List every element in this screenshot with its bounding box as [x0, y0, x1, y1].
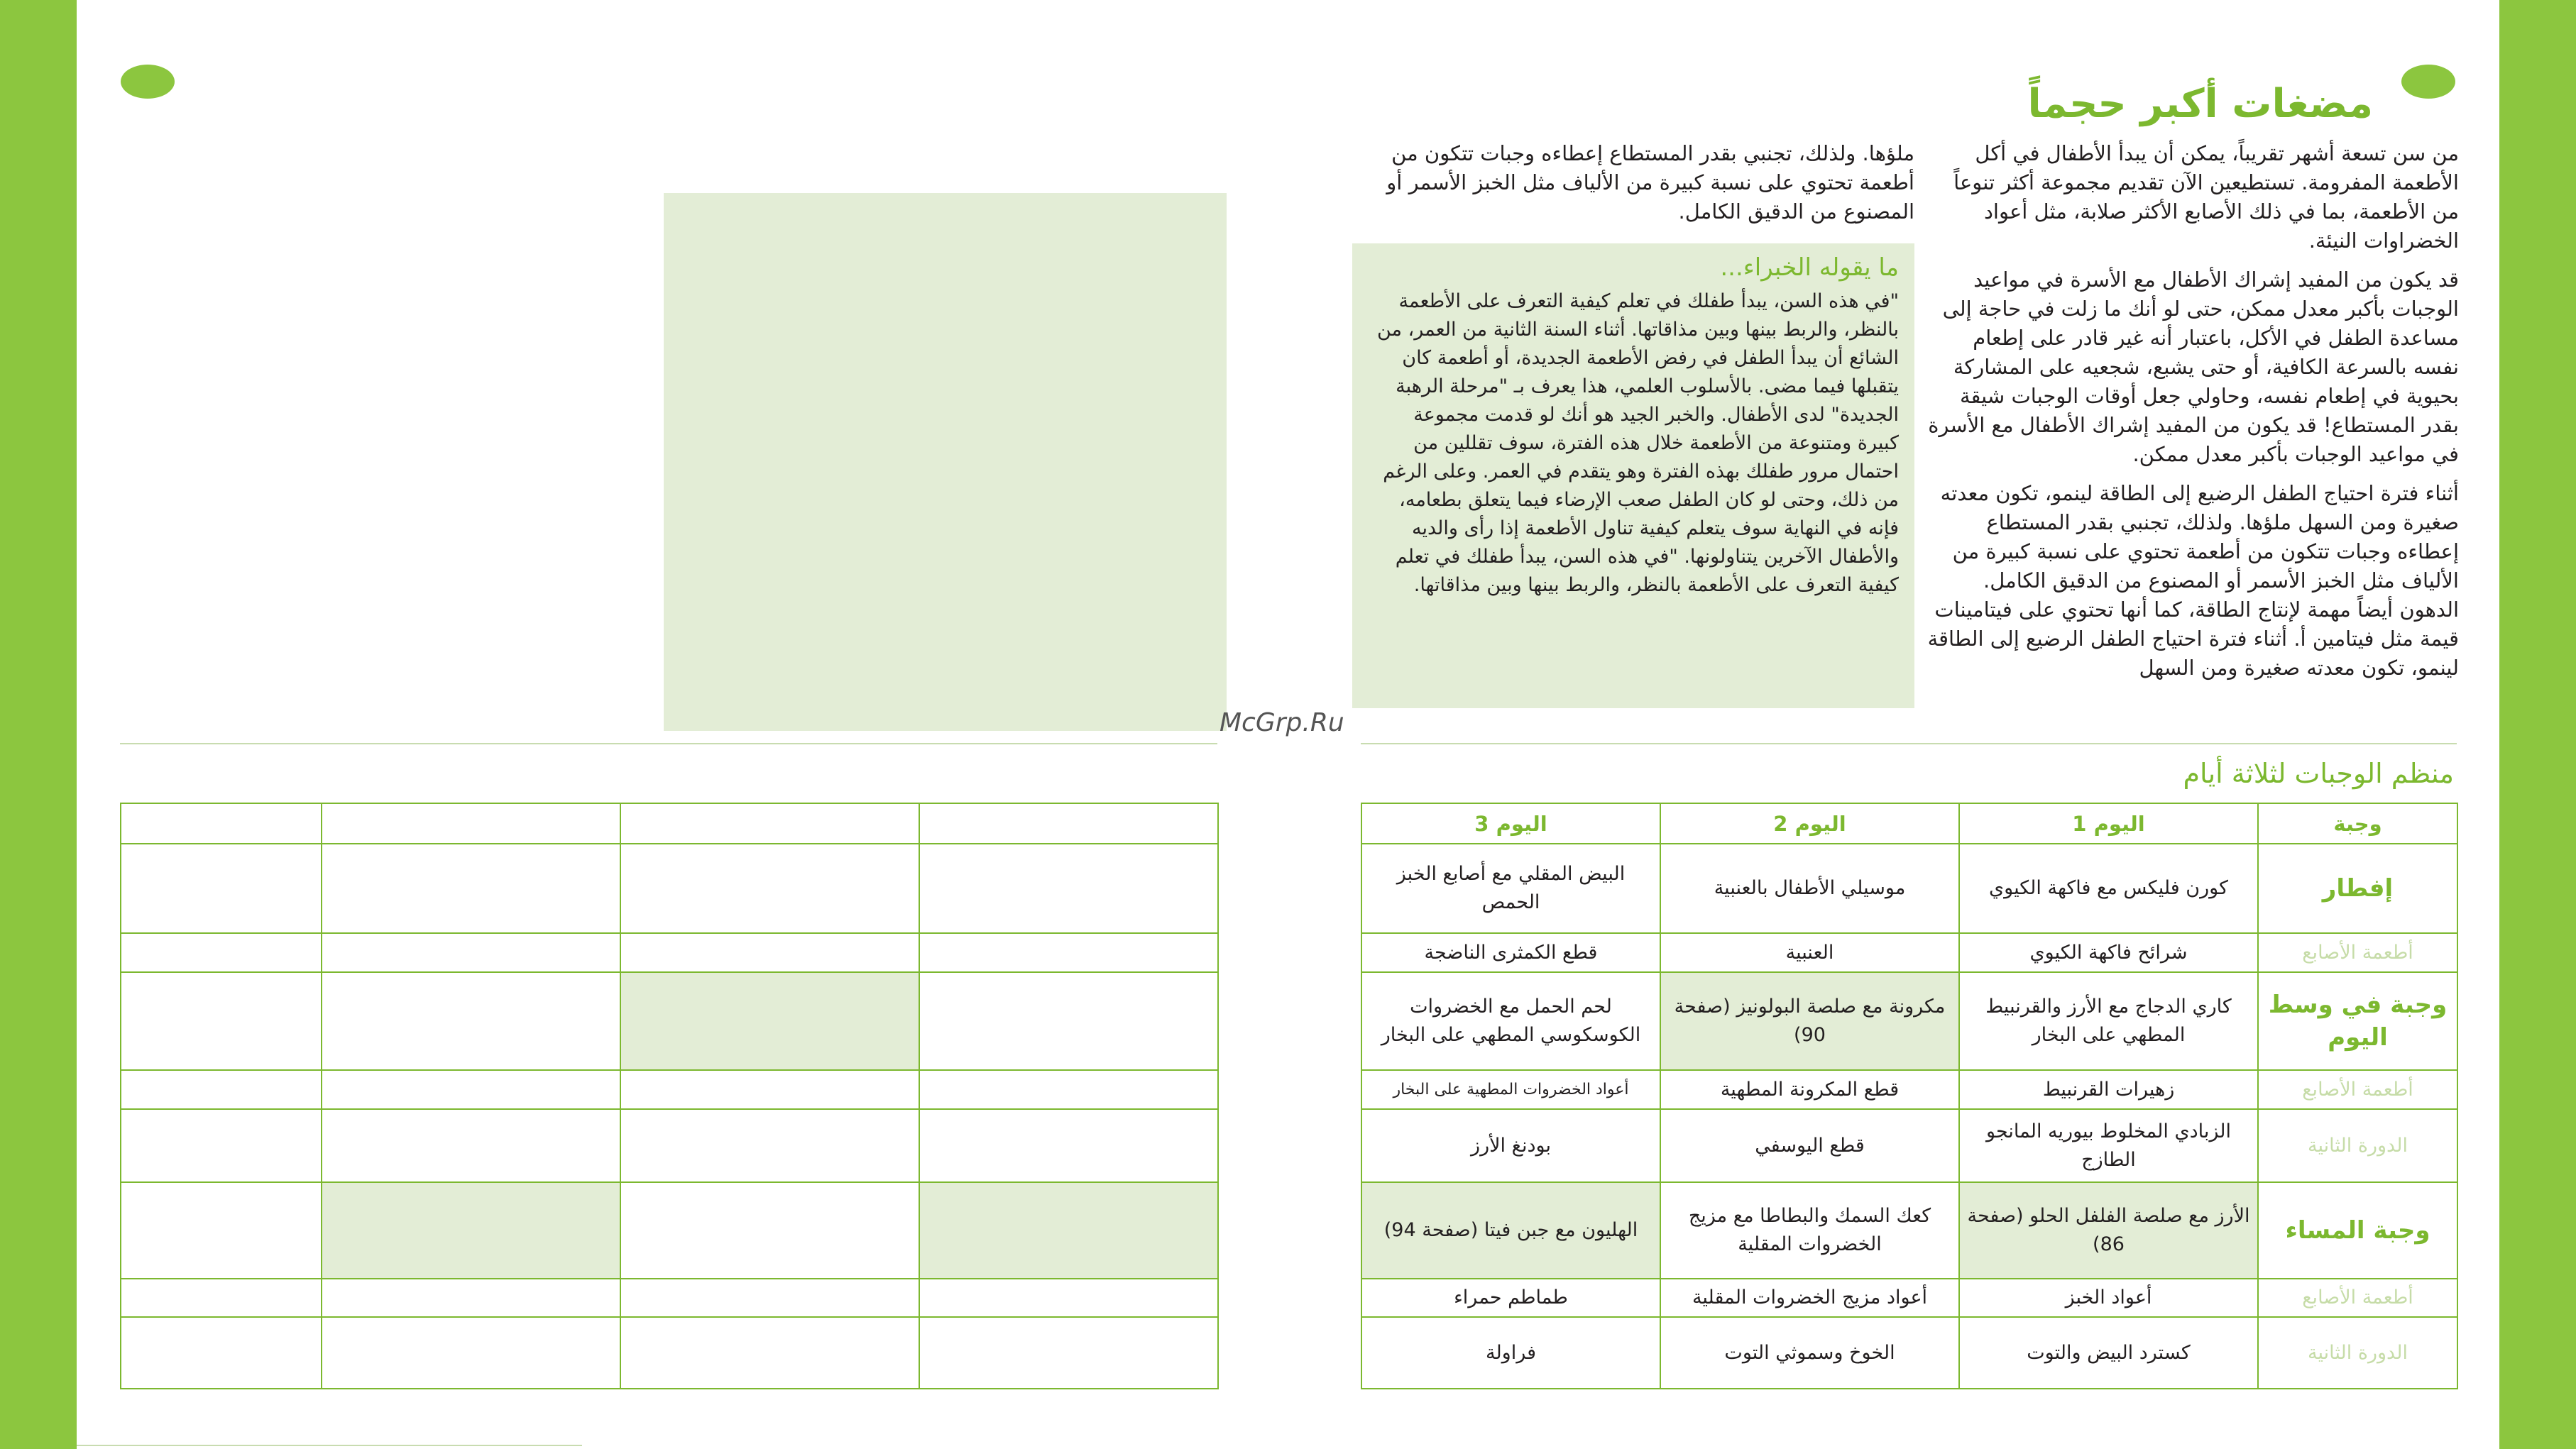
right-accent-bar — [2499, 0, 2576, 1449]
table-cell: قطع اليوسفي — [1660, 1109, 1959, 1182]
article-column-1 — [1921, 139, 2459, 693]
row-label: أطعمة الأصابع — [2258, 1070, 2457, 1109]
row-label: أطعمة الأصابع — [2258, 933, 2457, 972]
table-row — [1361, 844, 2457, 933]
empty-table-row — [121, 1279, 1218, 1317]
article-paragraph-1: من سن تسعة أشهر تقريباً، يمكن أن يبدأ الأطفال في أكل الأطعمة المفرومة. تستطيعين الآن تقديم مجموعة أكثر تنوعاً من الأطعمة، بما في ذلك الأصابع الأكثر صلابة، مثل أعواد الخضراوات النيئة. — [1953, 141, 2459, 253]
expert-text: "في هذه السن، يبدأ طفلك في تعلم كيفية التعرف على الأطعمة بالنظر، والربط بينها وبين مذاقاتها. أثناء السنة الثانية من العمر، من الشائع أن يبدأ الطفل في رفض الأطعمة الجديدة، أو أطعمة كان يتقبلها فيما مضى. بالأسلوب العلمي، هذا يعرف بـ "مرحلة الرهبة الجديدة" لدى الأطفال. والخبر الجيد هو أنك لو قدمت مجموعة كبيرة ومتنوعة من الأطعمة خلال هذه الفترة، سوف تقللين من احتمال مرور طفلك بهذه الفترة وهو يتقدم في العمر. وعلى الرغم من ذلك، وحتى لو كان الطفل صعب الإرضاء فيما يتعلق بطعامه، فإنه في النهاية سوف يتعلم كيفية تناول الأطعمة إذا رأى والديه والأطفال الآخرين يتناولونها. "في هذه السن، يبدأ طفلك في تعلم كيفية التعرف على الأطعمة بالنظر، والربط بينها وبين مذاقاتها. — [1376, 290, 1899, 596]
left-page-dot — [121, 65, 175, 99]
row-label: الدورة الثانية — [2258, 1317, 2457, 1389]
row-label: وجبة في وسط اليوم — [2258, 972, 2457, 1070]
empty-table-row — [121, 1317, 1218, 1389]
table-cell: البيض المقلي مع أصابع الخبز الحمص — [1361, 844, 1660, 933]
right-page-dot — [2401, 65, 2455, 99]
table-cell: موسيلي الأطفال بالعنبية — [1660, 844, 1959, 933]
table-cell: فراولة — [1361, 1317, 1660, 1389]
table-cell: قطع المكرونة المطهية — [1660, 1070, 1959, 1109]
empty-table-row — [121, 1109, 1218, 1182]
empty-table-row — [121, 972, 1218, 1070]
image-placeholder — [664, 193, 1227, 731]
left-accent-bar — [0, 0, 77, 1449]
empty-table-row — [121, 844, 1218, 933]
table-cell: قطع الكمثرى الناضجة — [1361, 933, 1660, 972]
divider-right — [1361, 743, 2457, 744]
table-cell: الهليون مع جبن فيتا (صفحة 94) — [1361, 1182, 1660, 1279]
article-paragraph-continued: ملؤها. ولذلك، تجنبي بقدر المستطاع إعطاءه وجبات تتكون من أطعمة تحتوي على نسبة كبيرة من الألياف مثل الخبز الأسمر أو المصنوع من الدقيق الكامل. — [1386, 141, 1914, 224]
table-cell: الخوخ وسموثي التوت — [1660, 1317, 1959, 1389]
table-cell: لحم الحمل مع الخضروات الكوسكوسي المطهي على البخار — [1361, 972, 1660, 1070]
table-row — [1361, 1279, 2457, 1317]
table-cell: أعواد الخبز — [1959, 1279, 2258, 1317]
row-label: أطعمة الأصابع — [2258, 1279, 2457, 1317]
table-cell: كاري الدجاج مع الأرز والقرنبيط المطهي على البخار — [1959, 972, 2258, 1070]
table-cell: أعواد مزيج الخضروات المقلية — [1660, 1279, 1959, 1317]
article-column-2 — [1381, 139, 1914, 236]
article-paragraph-3: أثناء فترة احتياج الطفل الرضيع إلى الطاقة لينمو، تكون معدته صغيرة ومن السهل ملؤها. ولذلك، تجنبي بقدر المستطاع إعطاءه وجبات تتكون من أطعمة تحتوي على نسبة كبيرة من الألياف مثل الخبز الأسمر أو المصنوع من الدقيق الكامل. الدهون أيضاً مهمة لإنتاج الطاقة، كما أنها تحتوي على فيتامينات قيمة مثل فيتامين أ. أثناء فترة احتياج الطفل الرضيع إلى الطاقة لينمو، تكون معدته صغيرة ومن السهل — [1927, 481, 2459, 680]
table-cell: كعك السمك والبطاطا مع مزيج الخضروات المقلية — [1660, 1182, 1959, 1279]
empty-table-row — [121, 933, 1218, 972]
divider-left — [120, 743, 1217, 744]
table-row — [1361, 1317, 2457, 1389]
table-row — [1361, 972, 2457, 1070]
header-day-3: اليوم 3 — [1361, 803, 1660, 844]
row-label: الدورة الثانية — [2258, 1109, 2457, 1182]
table-header-row — [1361, 803, 2457, 844]
empty-table-row — [121, 1182, 1218, 1279]
table-cell: زهيرات القرنبيط — [1959, 1070, 2258, 1109]
table-cell: أعواد الخضروات المطهية على البخار — [1361, 1070, 1660, 1109]
row-label: إفطار — [2258, 844, 2457, 933]
table-cell: كسترد البيض والتوت — [1959, 1317, 2258, 1389]
expert-quote-box — [1352, 243, 1914, 708]
table-cell: الأرز مع صلصة الفلفل الحلو (صفحة 86) — [1959, 1182, 2258, 1279]
page-title: مضغات أكبر حجماً — [2027, 81, 2373, 127]
row-label: وجبة المساء — [2258, 1182, 2457, 1279]
expert-title: ما يقوله الخبراء... — [1720, 253, 1899, 282]
article-paragraph-2: قد يكون من المفيد إشراك الأطفال مع الأسرة في مواعيد الوجبات بأكبر معدل ممكن، حتى لو أنك ما زلت في حاجة إلى مساعدة الطفل في الأكل، باعتبار أنه غير قادر على إطعام نفسه بالسرعة الكافية، أو حتى يشبع، شجعيه على المشاركة بحيوية في إطعام نفسه، وحاولي جعل أوقات الوجبات شيقة بقدر المستطاع! قد يكون من المفيد إشراك الأطفال مع الأسرة في مواعيد الوجبات بأكبر معدل ممكن. — [1928, 268, 2459, 466]
table-cell: بودنغ الأرز — [1361, 1109, 1660, 1182]
table-cell: كورن فليكس مع فاكهة الكيوي — [1959, 844, 2258, 933]
watermark: McGrp.Ru — [1220, 708, 1344, 737]
header-day-2: اليوم 2 — [1660, 803, 1959, 844]
meal-planner-title: منظم الوجبات لثلاثة أيام — [2183, 758, 2454, 789]
table-cell: مكرونة مع صلصة البولونيز (صفحة 90) — [1660, 972, 1959, 1070]
table-cell: شرائح فاكهة الكيوي — [1959, 933, 2258, 972]
empty-table-row — [121, 803, 1218, 844]
bottom-rule — [77, 1445, 582, 1446]
table-cell: الزبادي المخلوط بيوريه المانجو الطازج — [1959, 1109, 2258, 1182]
meal-planner-table — [1361, 803, 2458, 1389]
empty-table-row — [121, 1070, 1218, 1109]
table-row — [1361, 1109, 2457, 1182]
table-cell: العنبية — [1660, 933, 1959, 972]
table-row — [1361, 1070, 2457, 1109]
table-cell: طماطم حمراء — [1361, 1279, 1660, 1317]
empty-planner-table — [120, 803, 1219, 1389]
table-row — [1361, 933, 2457, 972]
header-meal: وجبة — [2258, 803, 2457, 844]
table-row — [1361, 1182, 2457, 1279]
header-day-1: اليوم 1 — [1959, 803, 2258, 844]
